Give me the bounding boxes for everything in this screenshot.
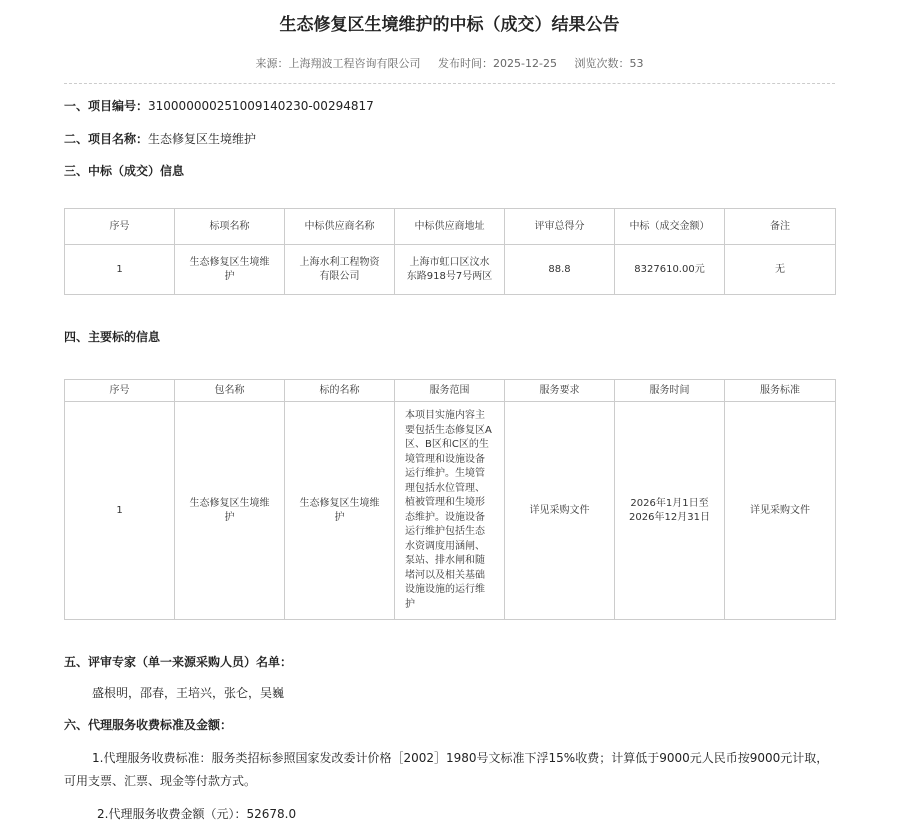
table-cell: 8327610.00元	[615, 245, 725, 295]
experts-heading	[64, 653, 292, 670]
project-number-value: 310000000251009140230-00294817	[148, 99, 374, 113]
header-cell: 备注	[725, 209, 836, 245]
header-cell: 服务标准	[725, 380, 836, 402]
view-count: 浏览次数：53	[574, 57, 644, 70]
table-cell: 无	[725, 245, 836, 295]
table-cell: 88.8	[505, 245, 615, 295]
experts-list: 盛根明，邵春，王培兴，张仑，吴巍	[92, 686, 285, 700]
header-cell: 标的名称	[285, 380, 395, 402]
header-cell: 服务范围	[395, 380, 505, 402]
divider	[64, 83, 835, 84]
award-heading-text: 三、中标（成交）信息	[64, 164, 185, 178]
fee-heading-text: 六、代理服务收费标准及金额：	[64, 718, 233, 732]
table-cell: 1	[65, 402, 175, 620]
award-table	[64, 208, 836, 295]
table-cell: 生态修复区生境维护	[285, 402, 395, 620]
table-cell: 2026年1月1日至2026年12月31日	[615, 402, 725, 620]
table-row	[65, 245, 836, 295]
table-cell: 1	[65, 245, 175, 295]
header-cell: 服务时间	[615, 380, 725, 402]
table-header-row	[65, 380, 836, 402]
table-cell: 上海市虹口区汶水东路918号7号两区	[395, 245, 505, 295]
header-cell: 包名称	[175, 380, 285, 402]
subject-heading-text: 四、主要标的信息	[64, 330, 161, 344]
header-cell: 服务要求	[505, 380, 615, 402]
table-header-row	[65, 209, 836, 245]
subject-table	[64, 379, 836, 620]
project-number	[64, 97, 374, 114]
table-cell: 生态修复区生境维护	[175, 402, 285, 620]
fee-amount: 2.代理服务收费金额（元）：52678.0	[97, 807, 297, 821]
fee-standard: 1.代理服务收费标准：服务类招标参照国家发改委计价格［2002］1980号文标准下浮15%收费；计算低于9000元人民币按9000元计取，可用支票、汇票、现金等付款方式。	[64, 751, 829, 788]
table-cell: 详见采购文件	[505, 402, 615, 620]
project-name-label: 二、项目名称：	[64, 132, 149, 146]
award-heading	[64, 162, 184, 179]
table-cell: 生态修复区生境维护	[175, 245, 285, 295]
service-scope-cell: 本项目实施内容主要包括生态修复区A区、B区和C区的生境管理和设施设备运行维护。生境管理包括水位管理、植被管理和生境形态维护。设施设备运行维护包括生态水资调度用涵闸、泵站、排水闸和随堵河以及相关基础设施设施的运行维护	[395, 402, 505, 620]
table-row	[65, 402, 836, 620]
project-name	[64, 130, 256, 147]
header-cell: 中标供应商名称	[285, 209, 395, 245]
project-name-value: 生态修复区生境维护	[148, 132, 257, 146]
article-meta	[0, 55, 899, 71]
project-number-label: 一、项目编号：	[64, 99, 149, 113]
header-cell: 序号	[65, 209, 175, 245]
header-cell: 序号	[65, 380, 175, 402]
experts-heading-text: 五、评审专家（单一来源采购人员）名单：	[64, 655, 293, 669]
header-cell: 标项名称	[175, 209, 285, 245]
fee-heading	[64, 716, 232, 733]
subject-heading	[64, 328, 160, 345]
header-cell: 中标（成交金额）	[615, 209, 725, 245]
table-cell: 详见采购文件	[725, 402, 836, 620]
source-label: 来源：上海翔波工程咨询有限公司	[255, 57, 421, 70]
page-title: 生态修复区生境维护的中标（成交）结果公告	[279, 15, 620, 35]
table-cell: 上海水利工程物资有限公司	[285, 245, 395, 295]
publish-time: 发布时间：2025-12-25	[438, 57, 557, 70]
header-cell: 评审总得分	[505, 209, 615, 245]
header-cell: 中标供应商地址	[395, 209, 505, 245]
